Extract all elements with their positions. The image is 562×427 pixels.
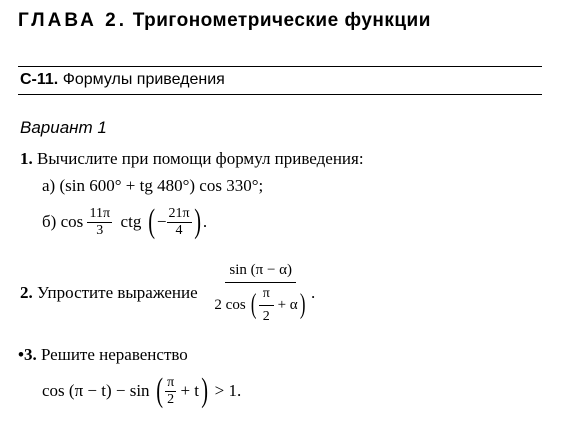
task3-expr-right: > 1.	[214, 381, 242, 400]
task1-a-expr: (sin 600° + tg 480°) cos 330°;	[59, 176, 264, 195]
right-paren: )	[193, 203, 201, 240]
task3-heading	[18, 345, 188, 365]
task1-b-label: б)	[42, 212, 57, 231]
task3-fraction	[165, 375, 176, 407]
task2-fraction	[210, 262, 311, 324]
task3-expr-left: cos (π − t) − sin	[42, 381, 150, 400]
task1-b-fraction-1	[87, 206, 112, 238]
task1-b-cos: cos	[60, 212, 84, 231]
task2-end: .	[310, 283, 316, 302]
task2-text: Упростите выражение	[37, 283, 198, 302]
den-plus-alpha: + α	[277, 296, 298, 313]
chapter-title: Тригонометрические функции	[132, 10, 431, 31]
fraction-denominator: 4	[175, 222, 183, 238]
fraction-numerator: 21π	[168, 206, 190, 222]
fraction-numerator: π	[167, 375, 175, 391]
task1-part-a	[42, 176, 263, 196]
bottom-rule	[18, 94, 542, 95]
right-paren: )	[299, 289, 306, 320]
right-paren: )	[201, 372, 209, 409]
fraction-denominator: 3	[96, 222, 104, 238]
variant-label: Вариант 1	[20, 118, 107, 137]
fraction-numerator: 11π	[89, 206, 111, 222]
task1-b-fraction-2	[167, 206, 192, 238]
task2-denominator	[210, 283, 311, 324]
task3-text: Решите неравенство	[40, 345, 188, 364]
task2	[20, 258, 315, 328]
fraction-denominator: 2	[167, 391, 175, 407]
fraction-denominator: 2	[262, 308, 270, 324]
den-prefix: 2 cos	[214, 296, 246, 313]
task3-number: 3.	[23, 345, 37, 364]
section-title: Формулы приведения	[62, 71, 225, 88]
task1-a-label: а)	[42, 176, 56, 195]
fraction-numerator: π	[259, 286, 274, 305]
task3-expression	[42, 370, 241, 412]
left-paren: (	[251, 289, 257, 320]
chapter-label: ГЛАВА 2.	[18, 10, 127, 31]
task1-b-ctg: ctg	[120, 212, 142, 231]
top-rule	[18, 66, 542, 67]
task1-text: Вычислите при помощи формул приведения:	[37, 149, 364, 168]
left-paren: (	[156, 372, 163, 409]
den-inner-fraction	[259, 286, 274, 324]
section-code: С-11.	[20, 71, 59, 88]
task1-heading	[20, 149, 364, 169]
task3-marker: •	[18, 345, 24, 364]
left-paren: (	[147, 203, 155, 240]
minus-sign: −	[156, 212, 167, 231]
task3-plus-t: + t	[180, 381, 200, 400]
section-heading	[20, 71, 225, 89]
task1-part-b	[42, 202, 207, 242]
task2-numerator: sin (π − α)	[225, 262, 296, 283]
task2-number: 2.	[20, 283, 33, 302]
chapter-heading	[18, 10, 431, 32]
task1-b-end: .	[202, 212, 208, 231]
task1-number: 1.	[20, 149, 33, 168]
